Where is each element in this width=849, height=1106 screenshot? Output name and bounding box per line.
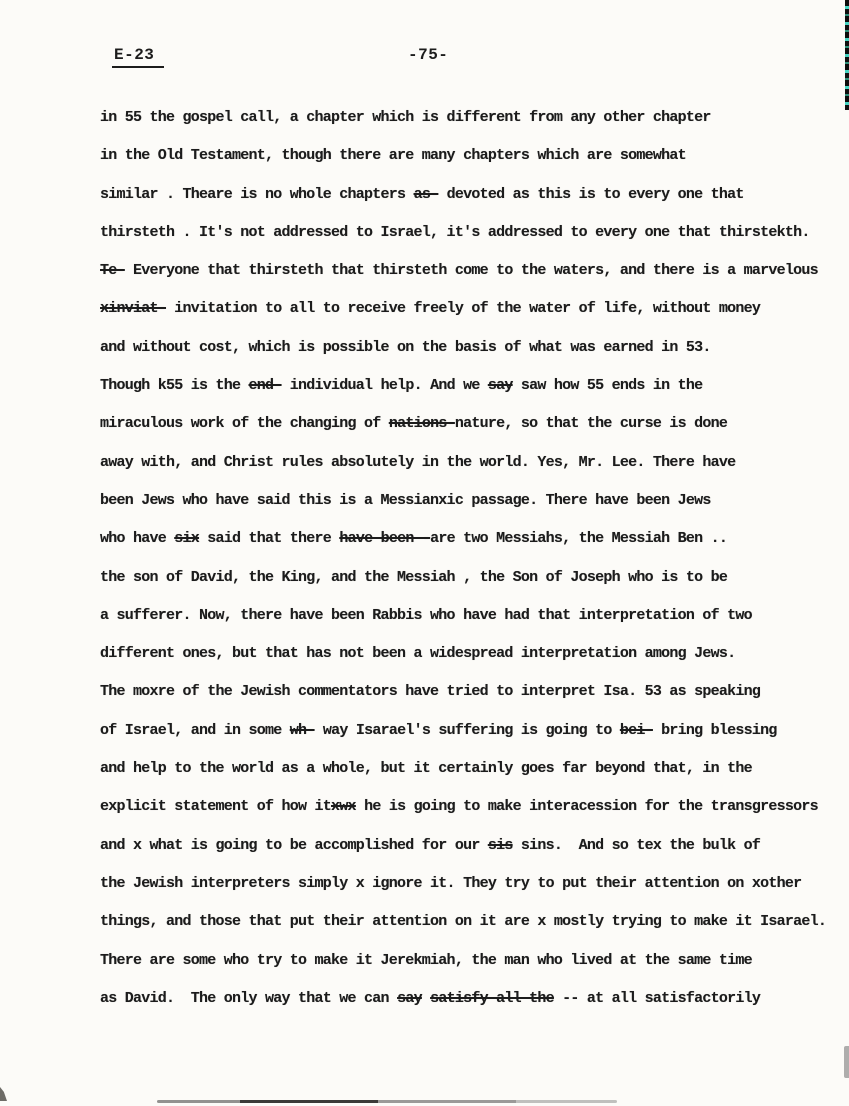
typed-line bbox=[100, 290, 842, 328]
struck-text: say bbox=[487, 377, 513, 395]
typed-text: explicit statement of how it bbox=[100, 798, 332, 816]
typed-line bbox=[100, 137, 842, 175]
typed-text: away with, and Christ rules absolutely in the world. Yes, Mr. Lee. There have bbox=[100, 453, 736, 471]
typed-text: bring blessing bbox=[652, 721, 777, 739]
typed-text: similar . Theare is no whole chapters bbox=[100, 185, 414, 203]
typed-line bbox=[100, 99, 842, 137]
struck-text: wh- bbox=[289, 721, 315, 739]
typed-text: in 55 the gospel call, a chapter which is different from any other chapter bbox=[100, 109, 711, 126]
typed-text bbox=[422, 990, 430, 1007]
typed-line bbox=[100, 329, 842, 367]
typed-line bbox=[100, 750, 842, 788]
typed-line bbox=[100, 559, 842, 597]
typed-text: saw how 55 ends in the bbox=[512, 377, 703, 395]
scan-edge-artifact bbox=[845, 0, 849, 110]
scan-corner-speck bbox=[0, 1087, 7, 1101]
typed-line bbox=[100, 788, 842, 826]
struck-text: xinviat- bbox=[100, 300, 167, 318]
typed-line bbox=[100, 482, 842, 520]
page-header bbox=[0, 46, 849, 72]
typed-text: said that there bbox=[199, 530, 340, 548]
typed-text: are two Messiahs, the Messiah Ben .. bbox=[430, 530, 728, 548]
typed-text: in the Old Testament, though there are many chapters which are somewhat bbox=[100, 147, 686, 165]
typed-line bbox=[100, 903, 842, 941]
typed-line bbox=[100, 597, 842, 635]
typed-text: and without cost, which is possible on the basis of what was earned in 53. bbox=[100, 338, 711, 356]
struck-text: have been - bbox=[339, 530, 431, 548]
struck-text: xwx bbox=[331, 798, 356, 816]
typed-line bbox=[100, 214, 842, 252]
typed-text: been Jews who have said this is a Messianxic passage. There have been Jews bbox=[100, 491, 711, 509]
typed-text: -- at all satisfactorily bbox=[553, 989, 761, 1007]
typed-line bbox=[100, 942, 842, 980]
typed-line bbox=[100, 827, 842, 865]
typed-line bbox=[100, 252, 842, 290]
typed-line bbox=[100, 673, 842, 711]
typed-text: things, and those that put their attention on it are x mostly trying to make it Isarael. bbox=[100, 913, 827, 931]
typed-text: he is going to make interacession for the transgressors bbox=[355, 798, 818, 816]
typed-line bbox=[100, 405, 842, 443]
struck-text: Te- bbox=[100, 262, 125, 280]
typed-text: and x what is going to be accomplished for our bbox=[100, 836, 488, 854]
struck-text: as- bbox=[413, 185, 439, 203]
typed-text: Everyone that thirsteth that thirsteth come to the waters, and there is a marvelous bbox=[124, 262, 818, 280]
scan-edge-mark bbox=[844, 1046, 849, 1078]
document-reference: E-23 bbox=[112, 46, 164, 68]
typed-text: thirsteth . It's not addressed to Israel, it's addressed to every one that thirstekth. bbox=[100, 223, 810, 241]
typed-text: sins. And so tex the bulk of bbox=[512, 836, 761, 854]
typed-text: nature, so that the curse is done bbox=[454, 415, 728, 433]
page-number: -75- bbox=[408, 46, 449, 64]
struck-text: end- bbox=[248, 377, 282, 395]
typed-text: There are some who try to make it Jerekmiah, the man who lived at the same time bbox=[100, 951, 752, 969]
typed-text: Though k55 is the bbox=[100, 377, 249, 395]
typed-text: devoted as this is to every one that bbox=[438, 185, 744, 203]
typed-text: invitation to all to receive freely of the water of life, without money bbox=[166, 300, 761, 318]
typed-line bbox=[100, 980, 842, 1018]
struck-text: satisfy all the bbox=[430, 989, 554, 1007]
struck-text: say bbox=[397, 989, 422, 1007]
typed-text: a sufferer. Now, there have been Rabbis who have had that interpretation of two bbox=[100, 606, 752, 624]
typed-line bbox=[100, 865, 842, 903]
typed-line bbox=[100, 444, 842, 482]
typed-line bbox=[100, 635, 842, 673]
typed-line bbox=[100, 176, 842, 214]
struck-text: sis bbox=[487, 836, 513, 854]
typed-text: and help to the world as a whole, but it certainly goes far beyond that, in the bbox=[100, 760, 752, 778]
typed-text: of Israel, and in some bbox=[100, 721, 290, 739]
struck-text: six bbox=[174, 530, 200, 548]
typed-text-body bbox=[100, 99, 842, 1018]
typed-text: The moxre of the Jewish commentators have tried to interpret Isa. 53 as speaking bbox=[100, 683, 761, 701]
typed-text: the Jewish interpreters simply x ignore it. They try to put their attention on xother bbox=[100, 874, 802, 892]
scan-bottom-line-artifact bbox=[157, 1100, 617, 1103]
typed-line bbox=[100, 367, 842, 405]
typed-text: who have bbox=[100, 530, 175, 548]
typed-text: miraculous work of the changing of bbox=[100, 415, 389, 433]
typed-text: the son of David, the King, and the Messiah , the Son of Joseph who is to be bbox=[100, 568, 728, 586]
typed-line bbox=[100, 520, 842, 558]
typed-line bbox=[100, 712, 842, 750]
struck-text: bei- bbox=[619, 721, 653, 739]
struck-text: nations- bbox=[388, 415, 455, 433]
typed-text: way Isarael's suffering is going to bbox=[314, 721, 620, 739]
typed-text: different ones, but that has not been a widespread interpretation among Jews. bbox=[100, 645, 736, 663]
typed-text: individual help. And we bbox=[281, 377, 488, 395]
typed-text: as David. The only way that we can bbox=[100, 989, 398, 1007]
